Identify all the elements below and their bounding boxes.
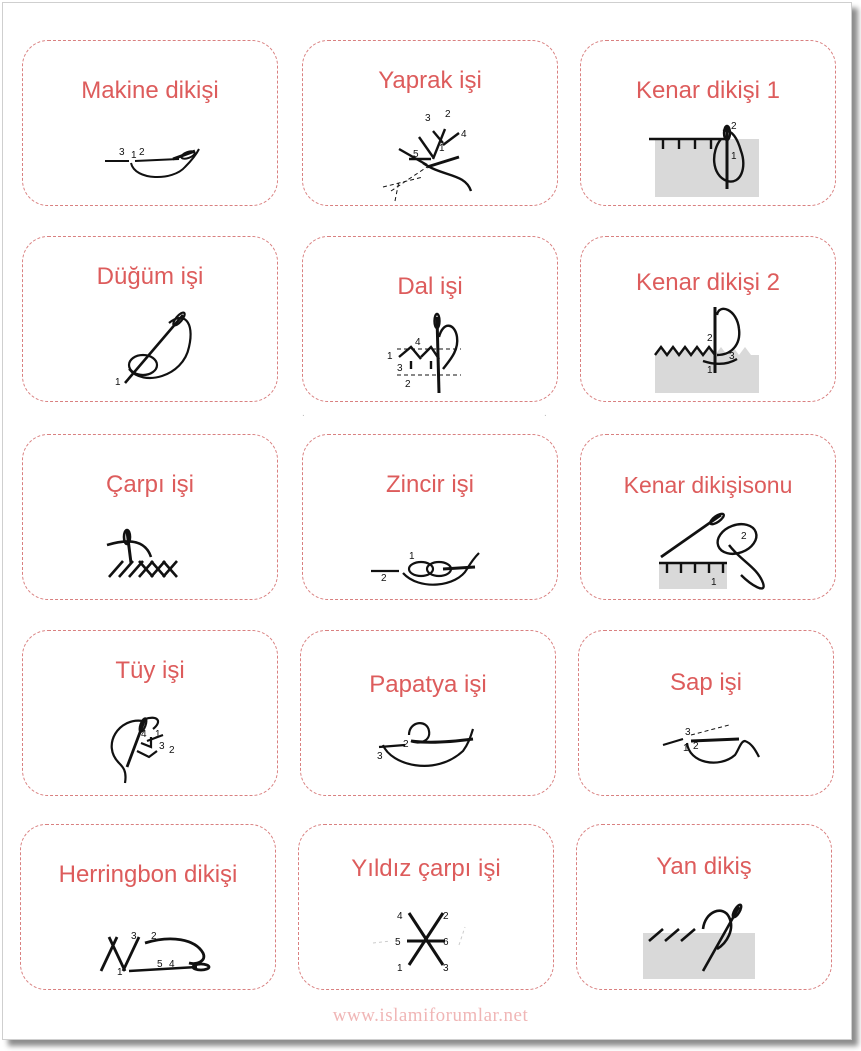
svg-text:1: 1 — [117, 967, 123, 978]
card-title: Herringbon dikişi — [58, 861, 238, 888]
feather-stitch-icon — [23, 631, 279, 797]
svg-text:1: 1 — [707, 365, 713, 376]
svg-text:1: 1 — [731, 151, 737, 162]
card-kenar-dikisi-sonu — [580, 434, 836, 600]
blanket-stitch-icon — [581, 41, 837, 207]
card-title: Papatya işi — [369, 671, 487, 698]
svg-text:2: 2 — [405, 379, 411, 390]
french-knot-icon — [23, 237, 279, 403]
card-title: Yıldız çarpı işi — [351, 855, 501, 882]
svg-text:4: 4 — [415, 337, 421, 348]
card-title: Zincir işi — [386, 471, 474, 498]
card-tuy-isi — [22, 630, 278, 796]
card-title: Dal işi — [397, 273, 463, 300]
svg-text:3: 3 — [729, 351, 735, 362]
stem-stitch-icon — [579, 631, 835, 797]
branch-stitch-icon — [303, 237, 559, 403]
star-cross-stitch-icon — [299, 825, 555, 991]
svg-text:1: 1 — [409, 551, 415, 562]
svg-text:1: 1 — [711, 577, 717, 588]
svg-text:1: 1 — [397, 963, 403, 974]
card-title: Sap işi — [669, 669, 743, 696]
svg-text:2: 2 — [445, 109, 451, 120]
svg-text:2: 2 — [169, 745, 175, 756]
svg-text:3: 3 — [685, 727, 691, 738]
svg-text:5: 5 — [413, 149, 419, 160]
slant-stitch-icon — [577, 825, 833, 991]
svg-text:2: 2 — [741, 531, 747, 542]
svg-text:1: 1 — [387, 351, 393, 362]
svg-text:2: 2 — [139, 147, 145, 158]
svg-text:5: 5 — [157, 959, 163, 970]
svg-text:3: 3 — [119, 147, 125, 158]
herringbone-stitch-icon — [21, 825, 277, 991]
svg-text:2: 2 — [693, 741, 699, 752]
card-dugum-isi — [22, 236, 278, 402]
card-kenar-dikisi-2 — [580, 236, 836, 402]
card-papatya-isi — [300, 630, 556, 796]
card-title: Kenar dikişisonu — [623, 472, 793, 498]
daisy-stitch-icon — [301, 631, 557, 797]
svg-text:6: 6 — [443, 937, 449, 948]
card-yildiz-carpi-isi — [298, 824, 554, 990]
svg-text:3: 3 — [159, 741, 165, 752]
card-title: Düğüm işi — [96, 263, 204, 290]
svg-text:1: 1 — [131, 150, 137, 161]
card-title: Çarpı işi — [105, 471, 195, 498]
edge-stitch-icon — [581, 237, 837, 403]
card-title: Yan dikiş — [656, 853, 752, 880]
card-title: Tüy işi — [115, 657, 185, 684]
svg-text:3: 3 — [425, 113, 431, 124]
svg-text:4: 4 — [169, 959, 175, 970]
card-kenar-dikisi-1 — [580, 40, 836, 206]
svg-text:3: 3 — [443, 963, 449, 974]
watermark: www.islamiforumlar.net — [332, 1005, 529, 1026]
svg-text:4: 4 — [397, 911, 403, 922]
card-yaprak-isi — [302, 40, 558, 206]
svg-text:2: 2 — [707, 333, 713, 344]
svg-text:5: 5 — [395, 937, 401, 948]
card-makine-dikisi — [22, 40, 278, 206]
card-yan-dikis — [576, 824, 832, 990]
card-zincir-isi — [302, 434, 558, 600]
card-herringbon-dikisi — [20, 824, 276, 990]
svg-text:2: 2 — [403, 739, 409, 750]
decor-mark: . — [544, 408, 547, 419]
card-title: Kenar dikişi 2 — [635, 269, 781, 296]
running-stitch-icon — [23, 41, 279, 207]
svg-text:3: 3 — [397, 363, 403, 374]
svg-text:3: 3 — [131, 931, 137, 942]
svg-text:2: 2 — [151, 931, 157, 942]
svg-text:4: 4 — [141, 729, 147, 740]
decor-mark: . — [302, 408, 305, 419]
svg-text:2: 2 — [731, 121, 737, 132]
card-title: Yaprak işi — [378, 67, 482, 94]
svg-text:3: 3 — [377, 751, 383, 762]
card-title: Kenar dikişi 1 — [635, 77, 781, 104]
card-carpi-isi — [22, 434, 278, 600]
card-title: Makine dikişi — [81, 77, 219, 104]
svg-text:2: 2 — [381, 573, 387, 584]
svg-text:1: 1 — [683, 743, 689, 754]
chain-stitch-icon — [303, 435, 559, 601]
svg-text:2: 2 — [443, 911, 449, 922]
cross-stitch-icon — [23, 435, 279, 601]
edge-finish-icon — [581, 435, 837, 601]
card-dal-isi — [302, 236, 558, 402]
leaf-stitch-icon — [303, 41, 559, 207]
svg-text:1: 1 — [155, 729, 161, 740]
svg-text:1: 1 — [439, 143, 445, 154]
svg-text:4: 4 — [461, 129, 467, 140]
svg-text:1: 1 — [115, 377, 121, 388]
card-sap-isi — [578, 630, 834, 796]
